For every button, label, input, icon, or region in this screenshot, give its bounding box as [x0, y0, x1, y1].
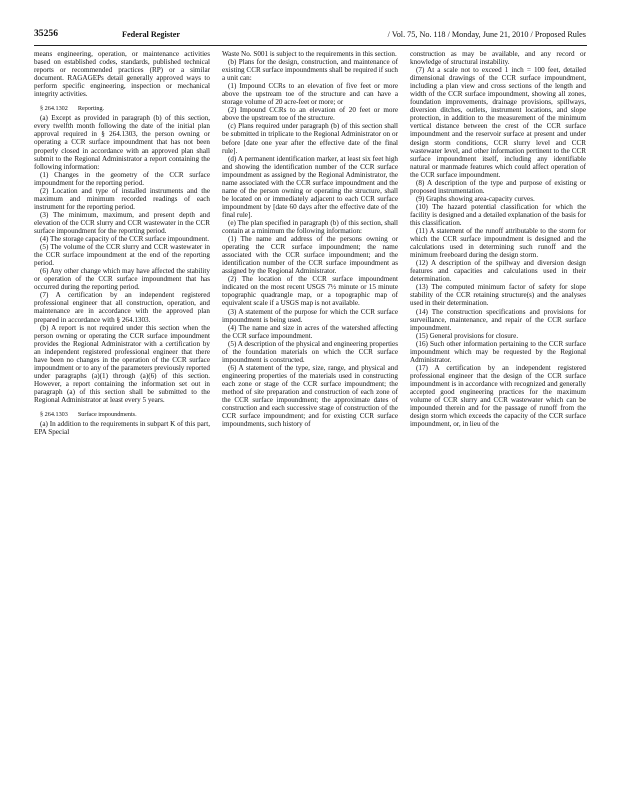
- paragraph: (1) The name and address of the persons owning or operating the CCR surface impoundment; the name associated with the CCR surface impoundment; and the identification number of the CCR surface impoundment as assigned by the Regional Administrator.: [222, 235, 398, 276]
- paragraph: (3) The minimum, maximum, and present depth and elevation of the CCR slurry and CCR wastewater in the CCR surface impoundment for the reporting period.: [34, 210, 210, 235]
- page-number: 35256: [34, 28, 58, 39]
- paragraph: Waste No. S001 is subject to the requirements in this section.: [222, 50, 397, 58]
- paragraph: (12) A description of the spillway and diversion design features and capacities and calculations used in their determination.: [410, 259, 586, 284]
- paragraph: (13) The computed minimum factor of safety for slope stability of the CCR retaining structure(s) and the analyses used in their determination.: [410, 283, 586, 308]
- paragraph: (6) Any other change which may have affected the stability or operation of the CCR surface impoundment that has occurred during the reporting period.: [34, 267, 210, 292]
- section-title: Reporting.: [77, 105, 105, 113]
- paragraph: (14) The construction specifications and provisions for surveillance, maintenance, and repair of the CCR surface impoundment.: [410, 307, 586, 332]
- section-title: Surface impoundments.: [77, 411, 137, 419]
- paragraph: (3) A statement of the purpose for which the CCR surface impoundment is being used.: [222, 307, 398, 324]
- header-rule: [34, 45, 587, 46]
- paragraph: means engineering, operation, or maintenance activities based on established codes, standards, published technical reports or recommended practices (RP) or a similar document. RAGAGEPs detail generally approved ways to perform specific engineering, inspection or mechanical integrity activities.: [34, 50, 210, 99]
- section-number: § 264.1302: [40, 105, 68, 113]
- paragraph: (c) Plans required under paragraph (b) of this section shall be submitted in triplicate to the Regional Administrator on or before [date one year after the effective date of the final rule].: [222, 122, 398, 155]
- paragraph: (5) The volume of the CCR slurry and CCR wastewater in the CCR surface impoundment at the end of the reporting period.: [34, 243, 210, 268]
- paragraph: (b) A report is not required under this section when the person owning or operating the CCR surface impoundment provides the Regional Administrator with a certification by an independent registered professional engineer that there have been no changes in the operation of the CCR surface impoundment or to any of the parameters previously reported under paragraphs (a)(1) through (a)(6) of this section. However, a report containing the information set out in paragraph (a) of this section shall be submitted to the Regional Administrator at least every 5 years.: [34, 323, 210, 404]
- paragraph: (16) Such other information pertaining to the CCR surface impoundment which may be requested by the Regional Administrator.: [410, 339, 586, 364]
- paragraph: (2) The location of the CCR surface impoundment indicated on the most recent USGS 7½ minute or 15 minute topographic quadrangle map, or a topographic map of equivalent scale if a USGS map is not available.: [222, 275, 398, 308]
- page-header: [34, 28, 586, 44]
- paragraph: (2) Impound CCRs to an elevation of 20 feet or more above the upstream toe of the structure.: [222, 106, 398, 123]
- paragraph: (a) Except as provided in paragraph (b) of this section, every twelfth month following the date of the initial plan approval required in § 264.1303, the person owning or operating a CCR surface impoundment that has not been properly closed in accordance with an approved plan shall submit to the Regional Administrator a report containing the following information:: [34, 114, 210, 171]
- text-column-2: [222, 50, 398, 788]
- paragraph: (2) Location and type of installed instruments and the maximum and minimum recorded readings of each instrument for the reporting period.: [34, 186, 210, 211]
- paragraph: (15) General provisions for closure.: [416, 331, 519, 340]
- paragraph: (d) A permanent identification marker, at least six feet high and showing the identification number of the CCR surface impoundment as assigned by the Regional Administrator, the name associated with the CCR surface impoundment and the name of the person owning or operating the structure, shall be located on or immediately adjacent to each CCR surface impoundment by [date 60 days after the effective date of the final rule].: [222, 154, 398, 219]
- paragraph: construction as may be available, and any record or knowledge of structural instability.: [410, 50, 586, 67]
- paragraph: (1) Changes in the geometry of the CCR surface impoundment for the reporting period.: [34, 170, 210, 187]
- section-heading: [34, 104, 210, 113]
- section-heading: [34, 410, 210, 419]
- paragraph: (7) At a scale not to exceed 1 inch = 100 feet, detailed dimensional drawings of the CCR surface impoundment, including a plan view and cross sections of the length and width of the CCR surface impoundment, showing all zones, foundation improvements, drainage provisions, spillways, diversion ditches, outlets, instrument locations, and slope protection, in addition to the measurement of the minimum vertical distance between the crest of the CCR surface impoundment and the reservoir surface at present and under design storm conditions, CCR slurry level and CCR wastewater level, and other information pertinent to the CCR surface impoundment itself, including any identifiable natural or manmade features which could affect operation of the CCR surface impoundment.: [410, 66, 586, 179]
- paragraph: (b) Plans for the design, construction, and maintenance of existing CCR surface impoundments shall be required if such a unit can:: [222, 58, 398, 83]
- paragraph: (a) In addition to the requirements in subpart K of this part, EPA Special: [34, 420, 210, 437]
- paragraph: (17) A certification by an independent registered professional engineer that the design of the CCR surface impoundment is in accordance with recognized and generally accepted good engineering practices for the maximum volume of CCR slurry and CCR wastewater which can be impounded therein and for the passage of runoff from the design storm which exceeds the capacity of the CCR surface impoundment, or, in lieu of the: [410, 363, 586, 429]
- running-head: [122, 29, 586, 41]
- journal-name: Federal Register: [122, 30, 180, 39]
- issue-info: / Vol. 75, No. 118 / Monday, June 21, 2010 / Proposed Rules: [387, 30, 586, 39]
- paragraph: (11) A statement of the runoff attributable to the storm for which the CCR surface impoundment is designed and the calculations used in determining such runoff and the minimum freeboard during the design storm.: [410, 227, 586, 260]
- paragraph: (7) A certification by an independent registered professional engineer that all construction, operation, and maintenance are in accordance with the approved plan prepared in accordance with § 264.1303.: [34, 291, 210, 324]
- text-column-1: [34, 50, 210, 788]
- section-number: § 264.1303: [40, 411, 68, 419]
- paragraph: (9) Graphs showing area-capacity curves.: [416, 194, 535, 203]
- paragraph: (1) Impound CCRs to an elevation of five feet or more above the upstream toe of the structure and can have a storage volume of 20 acre-feet or more; or: [222, 82, 398, 107]
- paragraph: (6) A statement of the type, size, range, and physical and engineering properties of the materials used in constructing each zone or stage of the CCR surface impoundment; the method of site preparation and construction of each zone of the CCR surface impoundment; the approximate dates of construction and each successive stage of construction of the CCR surface impoundment; and for existing CCR surface impoundments, such history of: [222, 363, 398, 429]
- paragraph: (e) The plan specified in paragraph (b) of this section, shall contain at a minimum the following information:: [222, 218, 398, 236]
- text-column-3: [410, 50, 586, 788]
- paragraph: (5) A description of the physical and engineering properties of the foundation materials on which the CCR surface impoundment is constructed.: [222, 339, 398, 364]
- paragraph: (4) The name and size in acres of the watershed affecting the CCR surface impoundment.: [222, 323, 398, 340]
- paragraph: (10) The hazard potential classification for which the facility is designed and a detailed explanation of the basis for this classification.: [410, 202, 586, 227]
- paragraph: (4) The storage capacity of the CCR surface impoundment.: [40, 235, 210, 244]
- paragraph: (8) A description of the type and purpose of existing or proposed instrumentation.: [410, 178, 586, 195]
